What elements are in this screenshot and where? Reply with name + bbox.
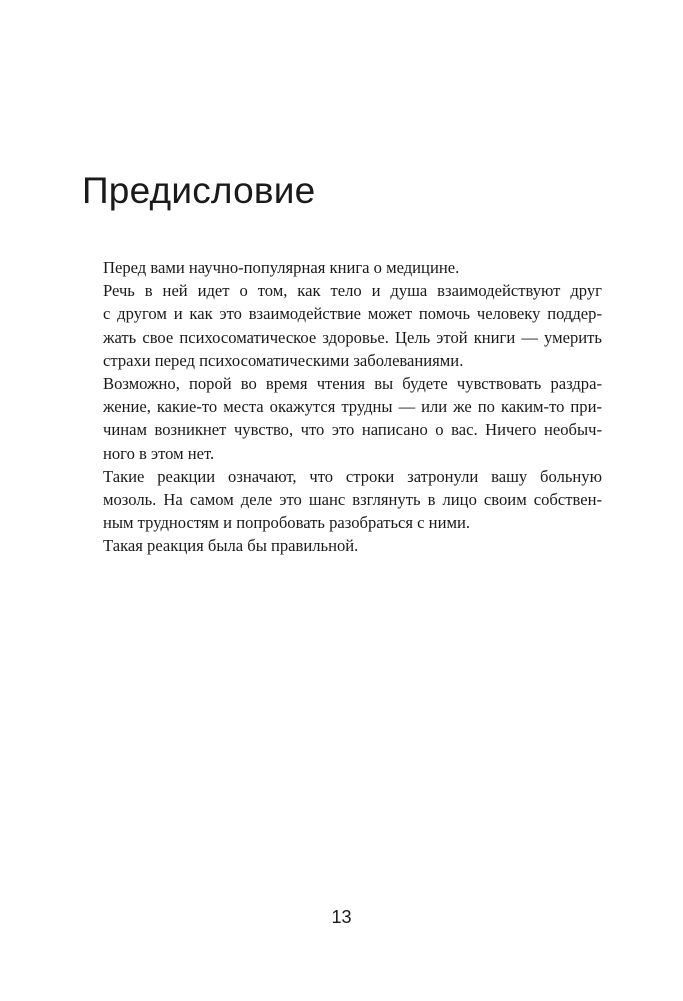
paragraph-5 bbox=[82, 534, 602, 557]
paragraph-line: ным трудностям и попробовать разобраться с ними. bbox=[103, 513, 470, 533]
paragraph-line: мозоль. На самом деле это шанс взглянуть в лицо своим собствен- bbox=[103, 490, 602, 510]
paragraph-4 bbox=[82, 465, 602, 535]
paragraph-line: чинам возникнет чувство, что это написано о вас. Ничего необыч- bbox=[103, 420, 602, 440]
paragraph-line: Возможно, порой во время чтения вы будете чувствовать раздра- bbox=[103, 374, 602, 394]
body-text bbox=[82, 256, 602, 558]
paragraph-line: с другом и как это взаимодействие может помочь человеку поддер- bbox=[103, 304, 602, 324]
paragraph-line: Такие реакции означают, что строки затронули вашу больную bbox=[103, 466, 602, 486]
paragraph-1 bbox=[82, 256, 602, 279]
paragraph-line: Такая реакция была бы правильной. bbox=[103, 536, 359, 556]
paragraph-3 bbox=[82, 372, 602, 465]
paragraph-2 bbox=[82, 279, 602, 372]
paragraph-line: страхи перед психосоматическими заболеваниями. bbox=[103, 350, 464, 370]
paragraph-line: жение, какие-то места окажутся трудны — или же по каким-то при- bbox=[103, 397, 602, 417]
paragraph-line: жать свое психосоматическое здоровье. Цель этой книги — умерить bbox=[103, 327, 602, 347]
paragraph-line: Перед вами научно-популярная книга о медицине. bbox=[103, 258, 460, 277]
page-number: 13 bbox=[331, 907, 352, 927]
paragraph-line: Речь в ней идет о том, как тело и душа взаимодействуют друг bbox=[103, 281, 602, 301]
paragraph-line: ного в этом нет. bbox=[103, 443, 215, 463]
chapter-title: Предисловие bbox=[82, 170, 316, 211]
